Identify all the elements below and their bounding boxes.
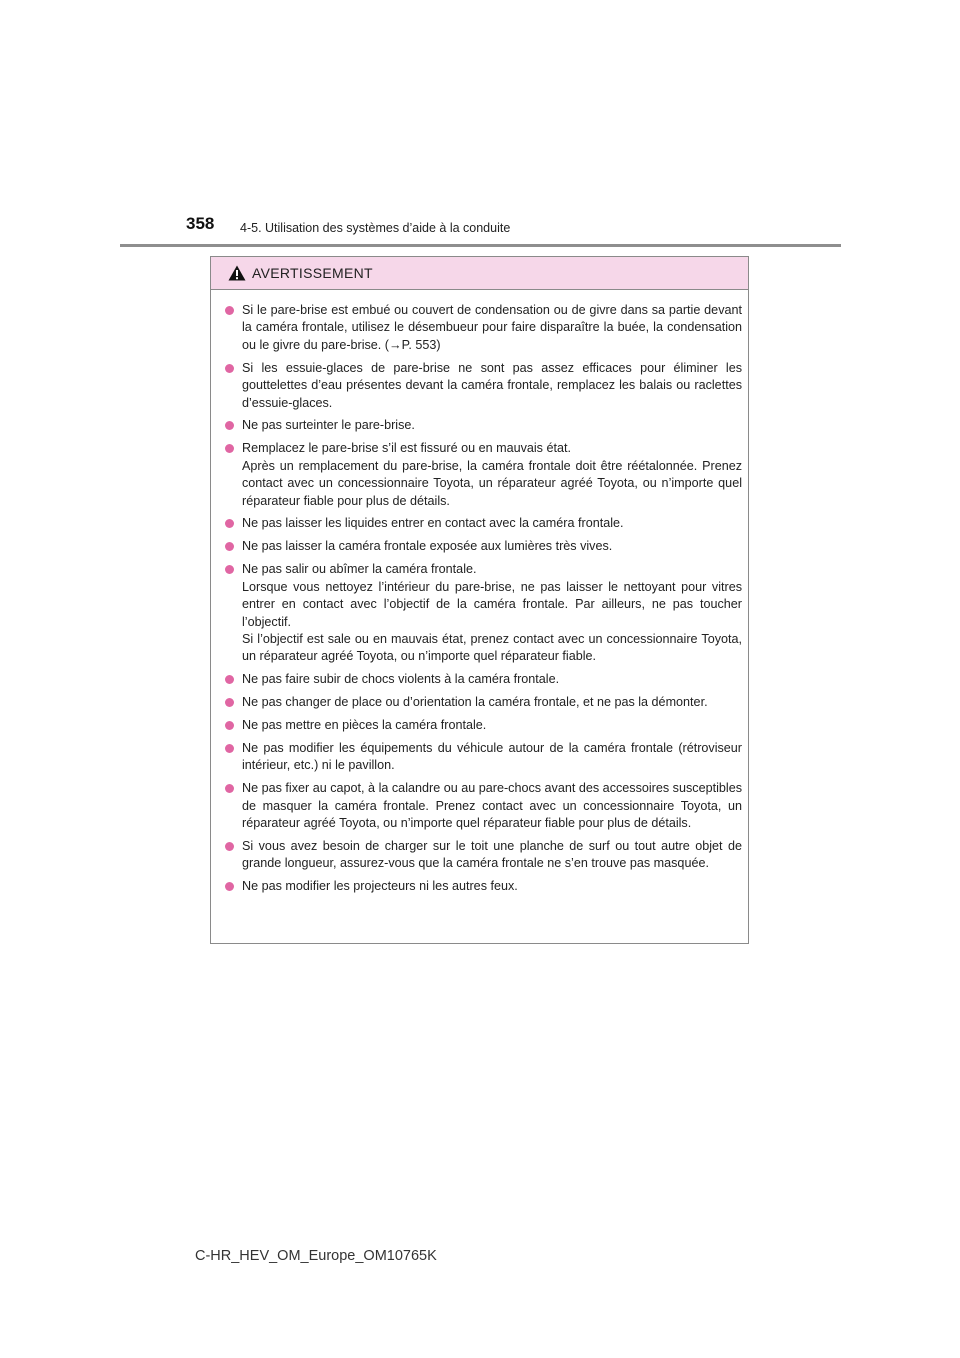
warning-box — [210, 256, 749, 944]
item-text: Si les essuie-glaces de pare-brise ne sont pas assez efficaces pour éliminer les gouttelettes d’eau présentes devant la caméra frontale, remplacez les balais ou raclettes d’essuie-glaces. — [242, 360, 742, 410]
item-text: Ne pas surteinter le pare-brise. — [242, 418, 415, 433]
list-item — [223, 417, 742, 434]
bullet-icon — [225, 565, 234, 574]
bullet-icon — [225, 444, 234, 453]
bullet-icon — [225, 519, 234, 528]
item-text: Ne pas modifier les équipements du véhicule autour de la caméra frontale (rétroviseur intérieur, etc.) ni le pavillon. — [242, 740, 742, 773]
list-item — [223, 515, 742, 532]
warning-title: AVERTISSEMENT — [252, 265, 373, 281]
item-text: Ne pas salir ou abîmer la caméra frontale. Lorsque vous nettoyez l’intérieur du pare-brise, ne pas laisser le nettoyant pour vitres entrer en contact avec l’objectif de la caméra frontale. Par ailleurs, ne pas toucher l’objectif. Si l’objectif est sale ou en mauvais état, prenez contact avec un concessionnaire Toyota, un réparateur agréé Toyota, ou n’importe quel réparateur fiable. — [242, 562, 742, 664]
list-item — [223, 360, 742, 412]
warning-list — [211, 290, 748, 896]
list-item — [223, 838, 742, 873]
list-item — [223, 538, 742, 555]
page-number: 358 — [186, 214, 215, 233]
bullet-icon — [225, 421, 234, 430]
bullet-icon — [225, 882, 234, 891]
item-text: Remplacez le pare-brise s’il est fissuré ou en mauvais état. Après un remplacement du pare-brise, la caméra frontale doit être réétalonnée. Prenez contact avec un concessionnaire Toyota, un réparateur agréé Toyota, ou n’importe quel réparateur fiable pour plus de détails. — [242, 441, 742, 508]
bullet-icon — [225, 675, 234, 684]
item-text: Ne pas changer de place ou d’orientation la caméra frontale, et ne pas la démonter. — [242, 695, 708, 710]
warning-triangle-icon — [228, 265, 246, 281]
item-text: Ne pas laisser la caméra frontale exposée aux lumières très vives. — [242, 539, 613, 554]
list-item — [223, 878, 742, 895]
item-text: Ne pas mettre en pièces la caméra frontale. — [242, 718, 487, 733]
item-text: Ne pas laisser les liquides entrer en contact avec la caméra frontale. — [242, 516, 624, 531]
document-code: C-HR_HEV_OM_Europe_OM10765K — [195, 1248, 437, 1264]
list-item — [223, 440, 742, 510]
bullet-icon — [225, 721, 234, 730]
bullet-icon — [225, 542, 234, 551]
item-text: Ne pas faire subir de chocs violents à la caméra frontale. — [242, 672, 560, 687]
section-title: 4-5. Utilisation des systèmes d’aide à la conduite — [240, 221, 511, 235]
bullet-icon — [225, 364, 234, 373]
item-text: Ne pas modifier les projecteurs ni les autres feux. — [242, 879, 518, 894]
bullet-icon — [225, 698, 234, 707]
list-item — [223, 694, 742, 711]
bullet-icon — [225, 842, 234, 851]
warning-header — [211, 257, 748, 290]
bullet-icon — [225, 744, 234, 753]
list-item — [223, 717, 742, 734]
bullet-icon — [225, 784, 234, 793]
bullet-icon — [225, 306, 234, 315]
item-text: Si vous avez besoin de charger sur le toit une planche de surf ou tout autre objet de grande longueur, assurez-vous que la caméra frontale ne s’en trouve pas masquée. — [242, 838, 742, 871]
header-rule — [120, 244, 841, 247]
list-item — [223, 780, 742, 832]
item-text: Si le pare-brise est embué ou couvert de condensation ou de givre dans sa partie devant la caméra frontale, utilisez le désembueur pour faire disparaître la buée, la condensation ou le givre du pare-brise. (→P. 553) — [242, 303, 742, 352]
list-item — [223, 302, 742, 354]
item-text: Ne pas fixer au capot, à la calandre ou au pare-chocs avant des accessoires susceptibles de masquer la caméra frontale. Prenez contact avec un concessionnaire Toyota, un réparateur agréé Toyota, ou n’importe quel réparateur fiable pour plus de détails. — [242, 781, 742, 831]
list-item — [223, 671, 742, 688]
list-item — [223, 561, 742, 665]
list-item — [223, 740, 742, 775]
